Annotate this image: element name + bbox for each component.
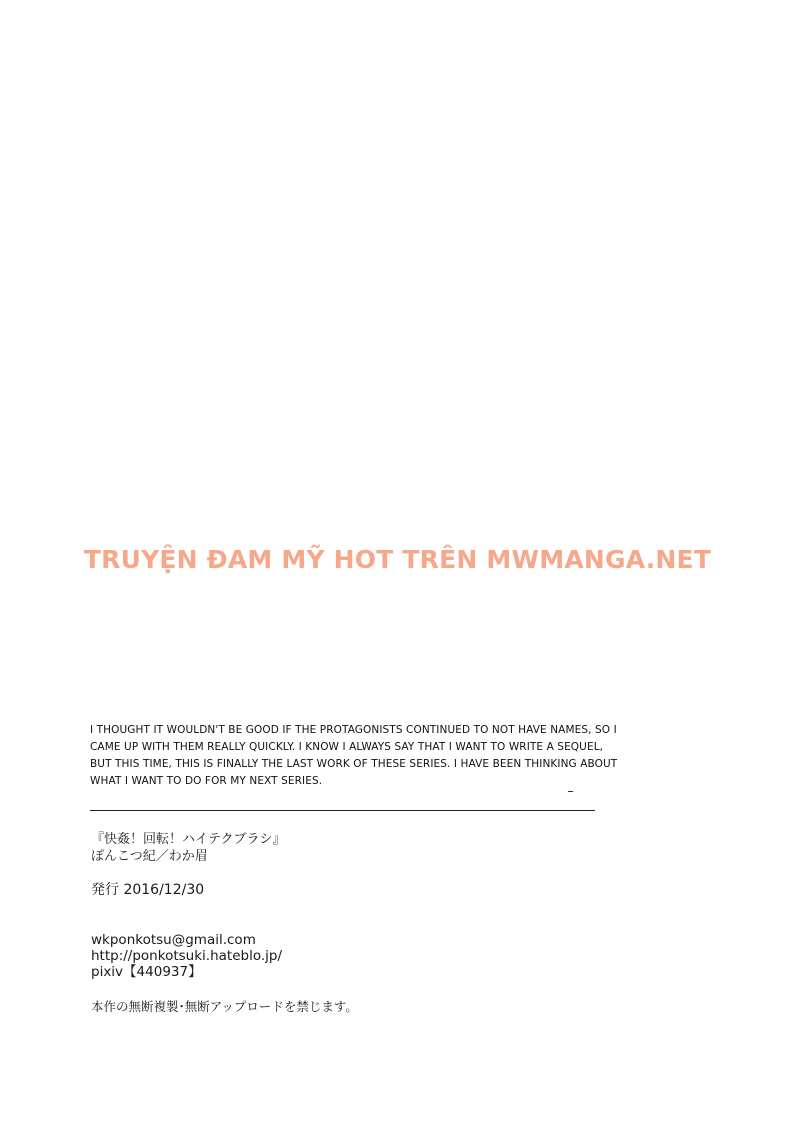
small-dash-mark (568, 791, 573, 792)
blog-url: http://ponkotsuki.hateblo.jp/ (91, 948, 283, 964)
contact-email: wkponkotsu@gmail.com (91, 932, 256, 948)
publish-date: 発行 2016/12/30 (91, 882, 205, 898)
book-title: 『快姦！回転！ハイテクブラシ』 (91, 832, 286, 847)
afterword-line: CAME UP WITH THEM REALLY QUICKLY. I KNOW I ALWAYS SAY THAT I WANT TO WRITE A SEQUEL, (90, 741, 604, 753)
divider-rule (90, 810, 595, 811)
pixiv-id: pixiv【440937】 (91, 964, 202, 980)
afterword-line: WHAT I WANT TO DO FOR MY NEXT SERIES. (90, 775, 323, 787)
afterword-line: BUT THIS TIME, THIS IS FINALLY THE LAST WORK OF THESE SERIES. I HAVE BEEN THINKING ABOUT (90, 758, 618, 770)
watermark-text: TRUYỆN ĐAM MỸ HOT TRÊN MWMANGA.NET (83, 545, 712, 574)
copyright-notice: 本作の無断複製･無断アップロードを禁じます。 (91, 999, 358, 1014)
afterword-note (90, 722, 618, 790)
afterword-line: I THOUGHT IT WOULDN'T BE GOOD IF THE PROTAGONISTS CONTINUED TO NOT HAVE NAMES, SO I (90, 724, 617, 736)
authors: ぽんこつ紀／わか眉 (91, 849, 208, 864)
